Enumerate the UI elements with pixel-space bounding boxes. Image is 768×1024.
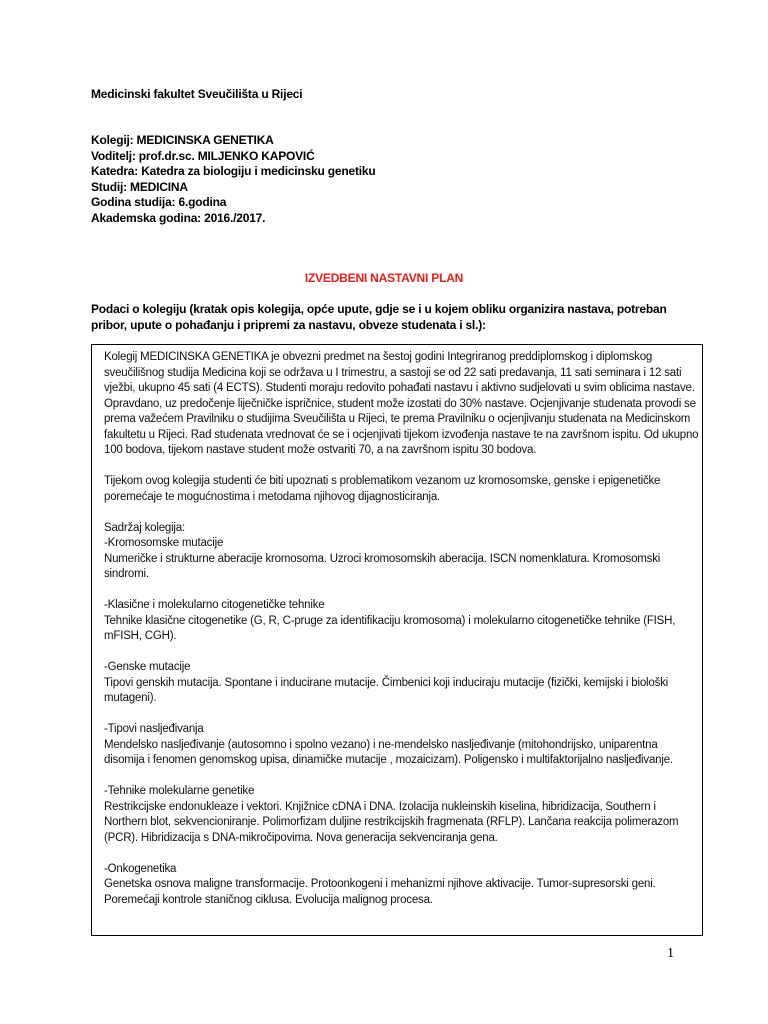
year-of-study: Godina studija: 6.godina	[91, 195, 227, 210]
plan-title: IZVEDBENI NASTAVNI PLAN	[304, 271, 464, 285]
topic-title: -Tehnike molekularne genetike	[104, 785, 255, 797]
course-name: Kolegij: MEDICINSKA GENETIKA	[91, 133, 274, 147]
page-number: 1	[667, 946, 674, 961]
academic-year: Akademska godina: 2016./2017.	[91, 210, 266, 225]
content-heading: Sadržaj kolegija:	[104, 521, 185, 534]
course-description-content	[104, 350, 699, 908]
topic-body: Genetska osnova maligne transformacije. Protoonkogeni i mehanizmi njihove aktivacije. Tumor-supresorski geni. Poremećaji kontrole staničnog ciklusa. Evolucija malignog procesa.	[104, 878, 656, 906]
course-lead: Voditelj: prof.dr.sc. MILJENKO KAPOVIĆ	[91, 148, 315, 163]
topic-body: Restrikcijske endonukleaze i vektori. Knjižnice cDNA i DNA. Izolacija nukleinskih kiselina, hibridizacija, Southern i Northern blot, sekvencioniranje. Polimorfizam duljine restrikcijskih fragmenata (RFLP). Lančana reakcija polimerazom (PCR). Hibridizacija s DNA-mikročipovima. Nova generacija sekvenciranja gena.	[104, 800, 679, 844]
topic-body: Tipovi genskih mutacija. Spontane i inducirane mutacije. Čimbenici koji induciraju mutacije (fizički, kemijski i biološki mutageni).	[104, 676, 669, 704]
topic-body: Numeričke i strukturne aberacije kromosoma. Uzroci kromosomskih aberacija. ISCN nomenklatura. Kromosomski sindromi.	[104, 552, 661, 580]
course-description: Kolegij MEDICINSKA GENETIKA je obvezni predmet na šestoj godini Integriranog preddiplomskog i diplomskog sveučilišnog studija Medicina koji se održava u I trimestru, a sastoji se od 22 sati predavanja, 11 sati seminara i 12 sati vježbi, ukupno 45 sati (4 ECTS). Studenti moraju redovito pohađati nastavu i aktivno sudjelovati u svim oblicima nastave. Opravdano, uz predočenje liječničke ispričnice, student može izostati do 30% nastave. Ocjenjivanje studenata provodi se prema važećem Pravilniku o studijima Sveučilišta u Rijeci, te prema Pravilniku o ocjenjivanju studenata na Medicinskom fakultetu u Rijeci. Rad studenata vrednovat će se i ocjenjivati tijekom izvođenja nastave te na završnom ispitu. Od ukupno 100 bodova, tijekom nastave student može ostvariti 70, a na završnom ispitu 30 bodova.	[104, 351, 699, 456]
department-name: Katedra: Katedra za biologiju i medicinsku genetiku	[91, 164, 376, 179]
topic-title: -Genske mutacije	[104, 661, 191, 673]
topic-title: -Klasične i molekularno citogenetičke tehnike	[104, 599, 325, 611]
topic-title: -Onkogenetika	[104, 862, 177, 875]
course-objective: Tijekom ovog kolegija studenti će biti upoznati s problematikom vezanom uz kromosomske, genske i epigenetičke poremećaje te mogućnostima i metodama njihovog dijagnosticiranja.	[104, 475, 661, 503]
course-description-box	[91, 344, 703, 936]
study-program: Studij: MEDICINA	[91, 179, 188, 194]
faculty-name: Medicinski fakultet Sveučilišta u Rijeci	[91, 87, 303, 101]
topic-title: -Tipovi nasljeđivanja	[104, 723, 204, 735]
topic-title: -Kromosomske mutacije	[104, 537, 224, 549]
course-info-intro: Podaci o kolegiju (kratak opis kolegija, opće upute, gdje se i u kojem obliku organizira nastava, potreban pribor, upute o pohađanju i pripremi za nastavu, obveze studenata i sl.):	[91, 302, 667, 332]
course-metadata	[91, 133, 376, 227]
topic-body: Mendelsko nasljeđivanje (autosomno i spolno vezano) i ne-mendelsko nasljeđivanje (mitohondrijsko, uniparentna disomija i fenomen genomskog upisa, dinamičke mutacije , mozaicizam). Poligensko i multifaktorijalno nasljeđivanje.	[104, 738, 673, 766]
topic-body: Tehnike klasične citogenetike (G, R, C-pruge za identifikaciju kromosoma) i molekularno citogenetičke tehnike (FISH, mFISH, CGH).	[104, 614, 676, 642]
